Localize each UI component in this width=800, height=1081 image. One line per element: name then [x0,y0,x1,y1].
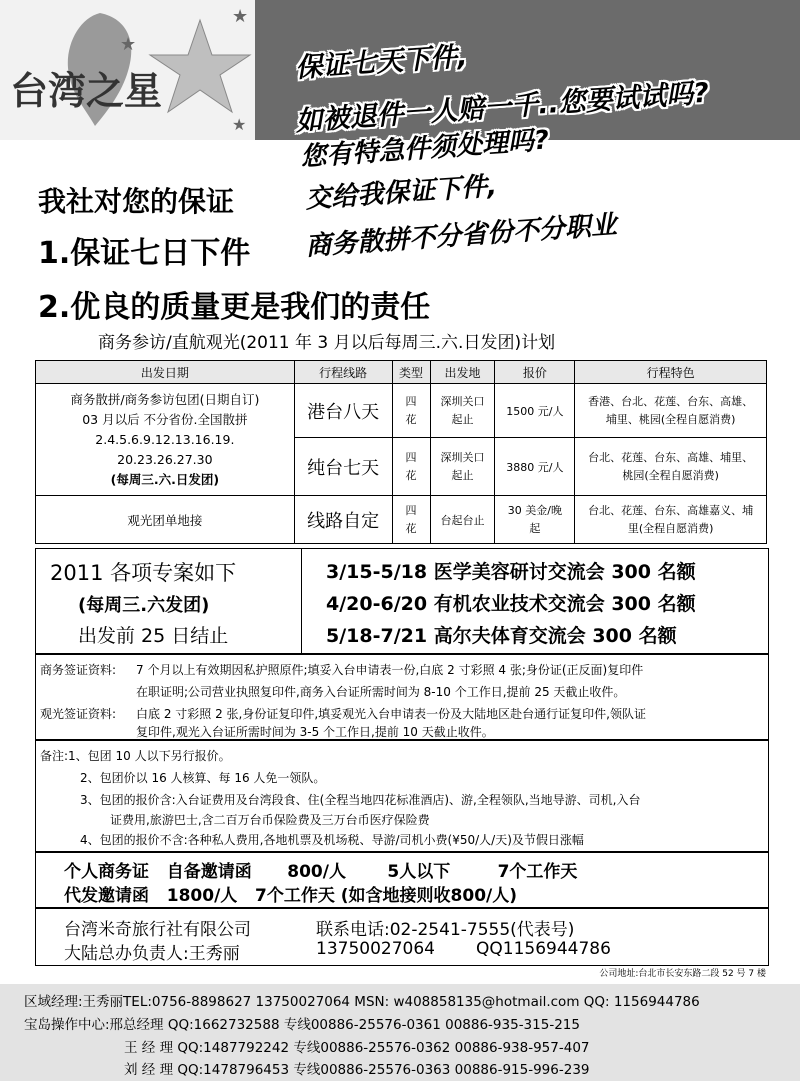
special-item: 3/15-5/18 医学美容研讨交流会 300 名额 [326,561,696,583]
personal-line-1: 个人商务证 自备邀请函 800/人 5人以下 7个工作天 [64,862,578,882]
from-cell: 深圳关口起止 [430,384,495,438]
svg-text:★: ★ [120,34,137,55]
feature-cell: 台北、花莲、台东、高雄、埔里、桃园(全程自愿消费) [575,438,767,496]
route-cell: 纯台七天 [294,438,392,496]
departure-line-2: 03 月以后 不分省份.全国散拼 [82,411,248,427]
company-box [35,908,769,966]
type-cell: 四花 [392,384,430,438]
visa-tour-label: 观光签证资料: [40,707,117,721]
departure-line-5: (每周三.六.日发团) [110,471,220,487]
visa-tour-text-1: 白底 2 寸彩照 2 张,身份证复印件,填妥观光入台申请表一份及大陆地区赴台通行证复印件,领队证 [136,707,646,721]
footer-line-2: 宝岛操作中心:邢总经理 QQ:1662732588 专线00886-25576-0361 00886-935-315-215 [24,1017,580,1033]
from-cell: 深圳关口起止 [430,438,495,496]
note-3: 3、包团的报价含:入台证费用及台湾段食、住(全程当地四花标准酒店)、游,全程领队,当地导游、司机,入台 [80,793,641,807]
type-cell: 四花 [392,496,430,544]
footer-line-3: 王 经 理 QQ:1487792242 专线00886-25576-0362 00886-938-957-407 [124,1040,590,1056]
plan-title: 商务参访/直航观光(2011 年 3 月以后每周三.六.日发团)计划 [98,333,556,353]
visa-box [35,654,769,740]
price-cell: 30 美金/晚起 [495,496,575,544]
header-price: 报价 [495,361,575,384]
visa-business-label: 商务签证资料: [40,663,117,677]
itinerary-table [35,360,767,544]
header-route: 行程线路 [294,361,392,384]
special-projects-box [35,548,769,654]
mainland-mobile: 13750027064 [316,939,435,959]
footer-line-4: 刘 经 理 QQ:1478796453 专线00886-25576-0363 00886-915-996-239 [124,1062,590,1078]
company-phone: 联系电话:02-2541-7555(代表号) [316,920,575,940]
slogan-banner [255,0,800,140]
note-1: 备注:1、包团 10 人以下另行报价。 [40,749,231,763]
special-item: 5/18-7/21 高尔夫体育交流会 300 名额 [326,625,677,647]
note-5: 4、包团的报价不含:各种私人费用,各地机票及机场税、导游/司机小费(¥50/人/天)及节假日涨幅 [80,833,584,847]
slogan-3: 您有特急件须处理吗? [299,125,551,173]
departure-group-cell [36,384,295,496]
slogan-2: 如被退件一人赔一千..您要试试吗? [294,77,710,138]
brand-name: 台湾之星 [10,69,163,113]
visa-business-text-2: 在职证明;公司营业执照复印件,商务入台证所需时间为 8-10 个工作日,提前 25 天截止收件。 [136,685,626,699]
visa-business-text-1: 7 个月以上有效期因私护照原件;填妥入台申请表一份,白底 2 寸彩照 4 张;身份证(正反面)复印件 [136,663,644,677]
svg-text:★: ★ [232,115,247,134]
special-deadline: 出发前 25 日结止 [78,625,229,647]
note-4: 证费用,旅游巴士,含二百万台币保险费及三万台币医疗保险费 [110,813,430,827]
company-name: 台湾米奇旅行社有限公司 [64,920,251,940]
slogan-5: 商务散拼不分省份不分职业 [304,210,618,262]
special-item: 4/20-6/20 有机农业技术交流会 300 名额 [326,593,696,615]
special-schedule: (每周三.六发团) [78,595,210,616]
special-title: 2011 各项专案如下 [50,561,237,585]
visa-tour-text-2: 复印件,观光入台证所需时间为 3-5 个工作日,提前 10 天截止收件。 [136,725,494,739]
guarantee-item-1: 1.保证七日下件 [38,236,251,271]
slogan-1: 保证七天下件, [294,41,469,84]
guarantee-title: 我社对您的保证 [38,185,235,218]
departure-line-1: 商务散拼/商务参访包团(日期自订) [70,391,260,407]
departure-line-3: 2.4.5.6.9.12.13.16.19. [95,431,235,447]
mainland-qq: QQ1156944786 [476,939,611,959]
slogan-4: 交给我保证下件, [304,171,498,215]
header-feature: 行程特色 [575,361,767,384]
logo-area [0,0,256,140]
header-from: 出发地 [430,361,495,384]
from-cell: 台起台止 [430,496,495,544]
departure-line-4: 20.23.26.27.30 [117,451,213,467]
personal-visa-box [35,852,769,908]
mainland-contact: 大陆总办负责人:王秀丽 [64,944,240,964]
header-date: 出发日期 [36,361,295,384]
date-cell: 观光团单地接 [36,496,295,544]
route-cell: 港台八天 [294,384,392,438]
company-address: 公司地址:台北市长安东路二段 52 号 7 楼 [599,969,766,979]
footer-contacts [0,984,800,1081]
notes-box [35,740,769,852]
footer-line-1: 区域经理:王秀丽TEL:0756-8898627 13750027064 MSN: w408858135@hotmail.com QQ: 1156944786 [24,994,700,1010]
header-type: 类型 [392,361,430,384]
personal-line-2: 代发邀请函 1800/人 7个工作天 (如含地接则收800/人) [64,886,518,906]
svg-text:★: ★ [232,6,249,27]
type-cell: 四花 [392,438,430,496]
price-cell: 3880 元/人 [495,438,575,496]
feature-cell: 台北、花莲、台东、高雄嘉义、埔里(全程自愿消费) [575,496,767,544]
route-cell: 线路自定 [294,496,392,544]
price-cell: 1500 元/人 [495,384,575,438]
guarantee-item-2: 2.优良的质量更是我们的责任 [38,290,431,325]
note-2: 2、包团价以 16 人核算、每 16 人免一领队。 [80,771,326,785]
feature-cell: 香港、台北、花莲、台东、高雄、埔里、桃园(全程自愿消费) [575,384,767,438]
